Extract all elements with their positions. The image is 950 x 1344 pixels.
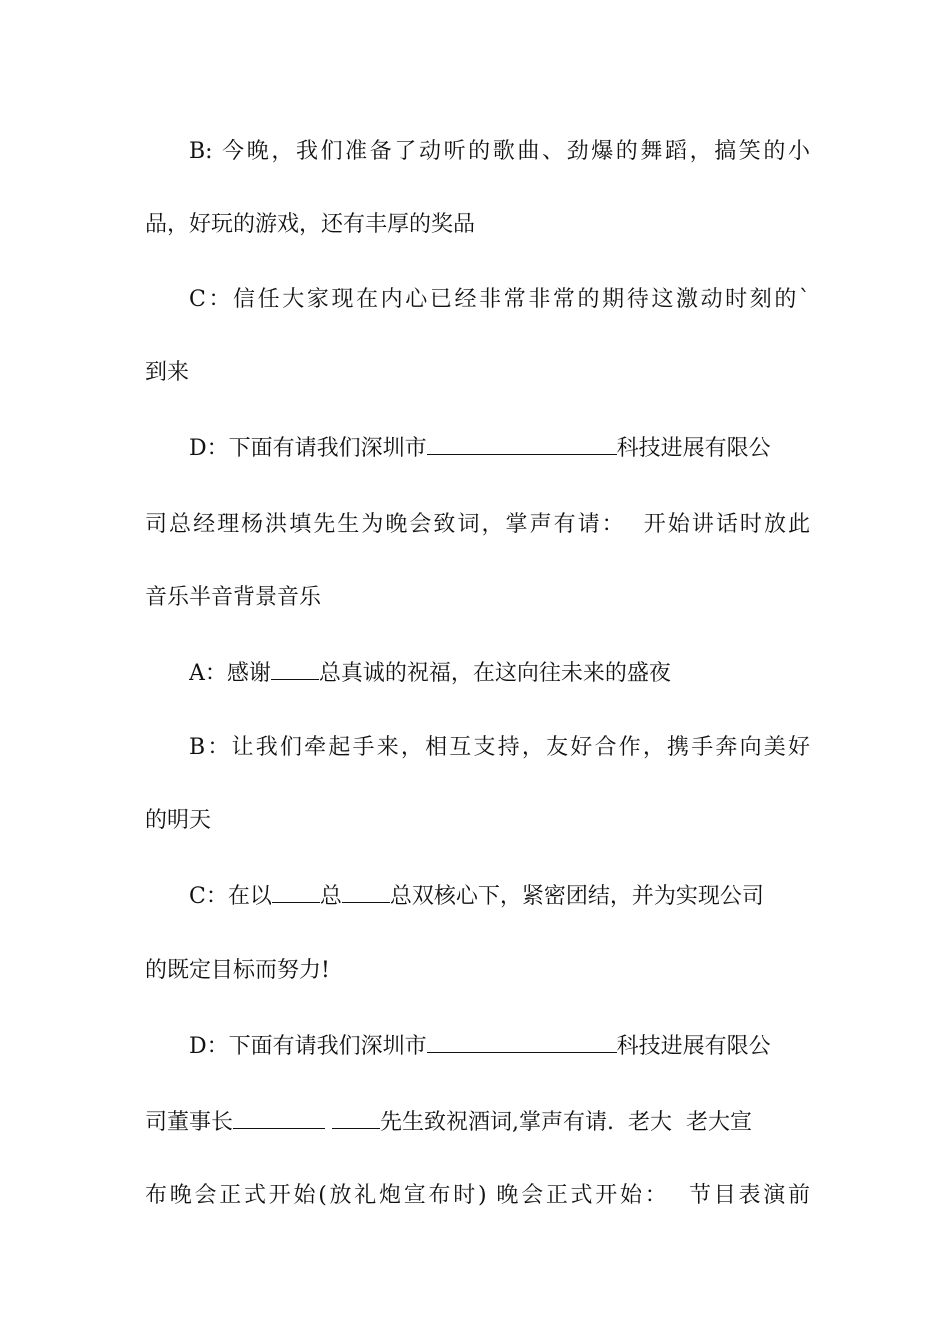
paragraph-c-line-2: 到来 <box>145 360 190 385</box>
paragraph-d-line-1 <box>189 428 810 468</box>
paragraph-a-text-after: 总真诚的祝福，在这向往未来的盛夜 <box>318 661 671 686</box>
paragraph-b2-line-2: 的明天 <box>145 808 212 833</box>
paragraph-d-text-after: 科技进展有限公 <box>616 436 771 461</box>
paragraph-d-text-before: D：下面有请我们深圳市 <box>189 436 427 461</box>
paragraph-c2-line-1 <box>189 876 810 916</box>
paragraph-c2-seg-3: 总双核心下，紧密团结，并为实现公司 <box>389 884 764 909</box>
paragraph-c-line-1: C：信任大家现在内心已经非常非常的期待这激动时刻的` <box>189 287 810 312</box>
company-name-blank <box>427 428 617 455</box>
paragraph-b2-line-1: B：让我们牵起手来，相互支持，友好合作，携手奔向美好 <box>189 735 810 760</box>
paragraph-d2-line-2 <box>145 1102 810 1142</box>
paragraph-c2-seg-2: 总 <box>319 884 342 909</box>
paragraph-a-line-1 <box>189 653 810 693</box>
paragraph-d2-line-2-after: 先生致祝酒词,掌声有请. 老大 老大宣 <box>380 1110 752 1135</box>
paragraph-d2-text-before: D：下面有请我们深圳市 <box>189 1034 427 1059</box>
name-blank <box>271 653 319 680</box>
chairman-name-blank-1 <box>233 1102 325 1129</box>
paragraph-d2-line-2-before: 司董事长 <box>145 1110 234 1135</box>
paragraph-b-line-2: 品，好玩的游戏，还有丰厚的奖品 <box>145 212 476 237</box>
paragraph-c2-line-2: 的既定目标而努力! <box>145 958 330 983</box>
name-blank-2 <box>342 876 390 903</box>
chairman-name-blank-2 <box>332 1102 380 1129</box>
paragraph-d2-line-3: 布晚会正式开始(放礼炮宣布时) 晚会正式开始： 节目表演前 <box>145 1183 810 1208</box>
paragraph-d2-line-1 <box>189 1026 810 1066</box>
name-blank-1 <box>272 876 320 903</box>
paragraph-d2-text-after: 科技进展有限公 <box>616 1034 771 1059</box>
paragraph-d-line-2: 司总经理杨洪填先生为晚会致词，掌声有请： 开始讲话时放此 <box>145 512 810 537</box>
paragraph-b-line-1: B: 今晚，我们准备了动听的歌曲、劲爆的舞蹈，搞笑的小 <box>189 139 810 164</box>
company-name-blank-2 <box>427 1026 617 1053</box>
paragraph-d-line-3: 音乐半音背景音乐 <box>145 585 322 610</box>
paragraph-c2-seg-1: C：在以 <box>189 884 272 909</box>
paragraph-a-text-before: A：感谢 <box>189 661 271 686</box>
